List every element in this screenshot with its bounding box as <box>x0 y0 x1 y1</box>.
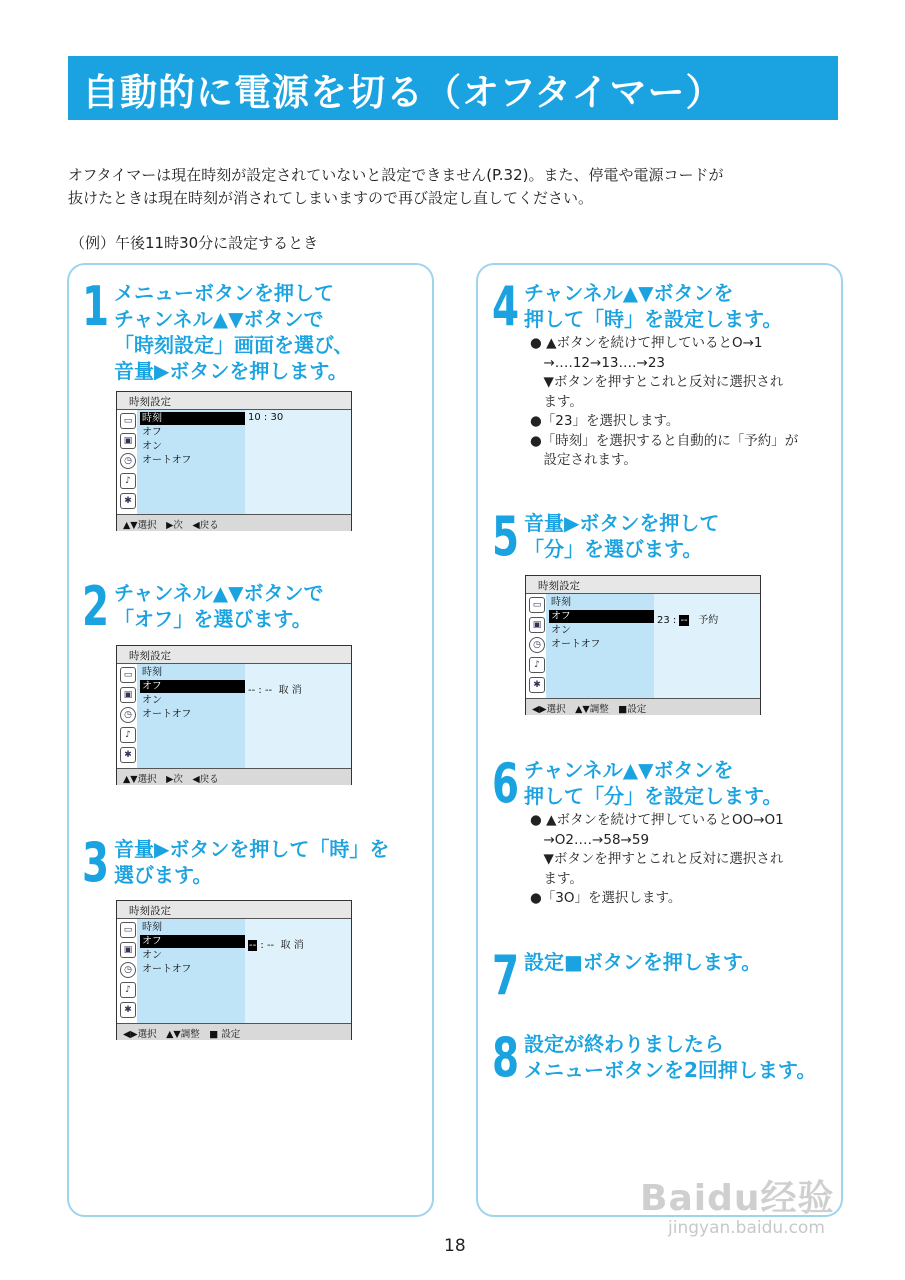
picture-icon: ▣ <box>529 617 545 633</box>
osd-value-highlight: -- <box>249 940 257 951</box>
clock-icon: ◷ <box>120 707 136 723</box>
example-text: （例）午後11時30分に設定するとき <box>70 234 319 252</box>
clock-icon: ◷ <box>120 453 136 469</box>
osd-item-jikoku: 時刻 <box>142 922 162 933</box>
watermark-url: jingyan.baidu.com <box>668 1218 825 1238</box>
osd-item-on: オン <box>142 695 162 706</box>
tv-icon: ▭ <box>120 922 136 938</box>
setup-icon: ✱ <box>120 1002 136 1018</box>
osd-value-pre: 23 : <box>657 615 680 626</box>
sound-icon: ♪ <box>120 473 136 489</box>
title-bar <box>68 56 838 120</box>
osd-header: 時刻設定 <box>129 396 171 408</box>
osd-item-auto-off: オートオフ <box>551 639 601 650</box>
intro-text: オフタイマーは現在時刻が設定されていないと設定できません(P.32)。また、停電や電源コードが 抜けたときは現在時刻が消されてしまいますので再び設定し直してください。 <box>68 166 724 207</box>
step-number: 5 <box>492 505 520 568</box>
osd-screen-2 <box>116 645 352 785</box>
step-number: 3 <box>82 831 110 894</box>
step-number: 4 <box>492 275 520 338</box>
osd-screen-5 <box>525 575 761 715</box>
step-title: 音量▶ボタンを押して「時」を 選びます。 <box>114 837 390 887</box>
osd-header: 時刻設定 <box>129 650 171 662</box>
osd-item-auto-off: オートオフ <box>142 455 192 466</box>
setup-icon: ✱ <box>120 747 136 763</box>
osd-item-jikoku: 時刻 <box>142 667 162 678</box>
tv-icon: ▭ <box>529 597 545 613</box>
osd-value: -- : -- 取 消 <box>248 685 302 696</box>
step-number: 2 <box>82 575 110 638</box>
picture-icon: ▣ <box>120 942 136 958</box>
osd-screen-1 <box>116 391 352 531</box>
osd-item-on: オン <box>142 441 162 452</box>
step-number: 8 <box>492 1026 520 1089</box>
step-title: チャンネル▲▼ボタンを 押して「時」を設定します。 <box>524 281 783 331</box>
osd-item-auto-off: オートオフ <box>142 964 192 975</box>
osd-item-on: オン <box>551 625 571 636</box>
osd-footer: ▲▼選択 ▶次 ◀戻る <box>123 520 219 531</box>
step-title: 音量▶ボタンを押して 「分」を選びます。 <box>524 511 720 561</box>
osd-value-highlight: -- <box>680 615 688 626</box>
step-title: 設定が終わりましたら メニューボタンを2回押します。 <box>524 1032 817 1082</box>
sound-icon: ♪ <box>120 727 136 743</box>
osd-screen-3 <box>116 900 352 1040</box>
picture-icon: ▣ <box>120 687 136 703</box>
sound-icon: ♪ <box>529 657 545 673</box>
osd-value <box>657 611 718 626</box>
osd-value: 10 : 30 <box>248 412 284 423</box>
osd-item-jikoku: 時刻 <box>551 597 571 608</box>
step-number: 7 <box>492 944 520 1007</box>
page-number: 18 <box>444 1236 466 1256</box>
osd-value-rest: : -- 取 消 <box>257 940 304 951</box>
osd-value <box>248 936 304 951</box>
clock-icon: ◷ <box>529 637 545 653</box>
page-title: 自動的に電源を切る（オフタイマー） <box>82 71 724 114</box>
step-title: 設定■ボタンを押します。 <box>524 950 762 974</box>
tv-icon: ▭ <box>120 667 136 683</box>
sound-icon: ♪ <box>120 982 136 998</box>
osd-item-off: オフ <box>549 610 654 623</box>
osd-header: 時刻設定 <box>538 580 580 592</box>
osd-footer: ◀▶選択 ▲▼調整 ■設定 <box>532 704 647 715</box>
step-number: 6 <box>492 752 520 815</box>
watermark-logo: Baidu经验 <box>640 1178 835 1219</box>
osd-item-auto-off: オートオフ <box>142 709 192 720</box>
osd-item-off: オフ <box>142 427 162 438</box>
setup-icon: ✱ <box>120 493 136 509</box>
osd-footer: ◀▶選択 ▲▼調整 ■ 設定 <box>123 1029 241 1040</box>
osd-item-off: オフ <box>140 935 245 948</box>
step-4-bullets: ● ▲ボタンを続けて押しているとO→1 →‥‥12→13‥‥→23 ▼ボタンを押すとこれと反対に選択され ます。 ●「23」を選択します。 ●「時刻」を選択すると自動的に「予約」が 設定されます。 <box>530 335 799 468</box>
osd-item-off: オフ <box>140 680 245 693</box>
osd-item-on: オン <box>142 950 162 961</box>
step-title: チャンネル▲▼ボタンを 押して「分」を設定します。 <box>524 758 783 808</box>
osd-value-post: 予約 <box>688 615 719 626</box>
osd-footer: ▲▼選択 ▶次 ◀戻る <box>123 774 219 785</box>
step-title: メニューボタンを押して チャンネル▲▼ボタンで 「時刻設定」画面を選び、 音量▶ボタンを押します。 <box>114 281 354 383</box>
tv-icon: ▭ <box>120 413 136 429</box>
step-title: チャンネル▲▼ボタンで 「オフ」を選びます。 <box>114 581 324 631</box>
setup-icon: ✱ <box>529 677 545 693</box>
clock-icon: ◷ <box>120 962 136 978</box>
picture-icon: ▣ <box>120 433 136 449</box>
osd-header: 時刻設定 <box>129 905 171 917</box>
osd-item-jikoku: 時刻 <box>140 412 245 425</box>
step-6-bullets: ● ▲ボタンを続けて押しているとOO→O1 →O2‥‥→58→59 ▼ボタンを押すとこれと反対に選択され ます。 ●「3O」を選択します。 <box>530 812 784 906</box>
step-number: 1 <box>82 275 110 338</box>
